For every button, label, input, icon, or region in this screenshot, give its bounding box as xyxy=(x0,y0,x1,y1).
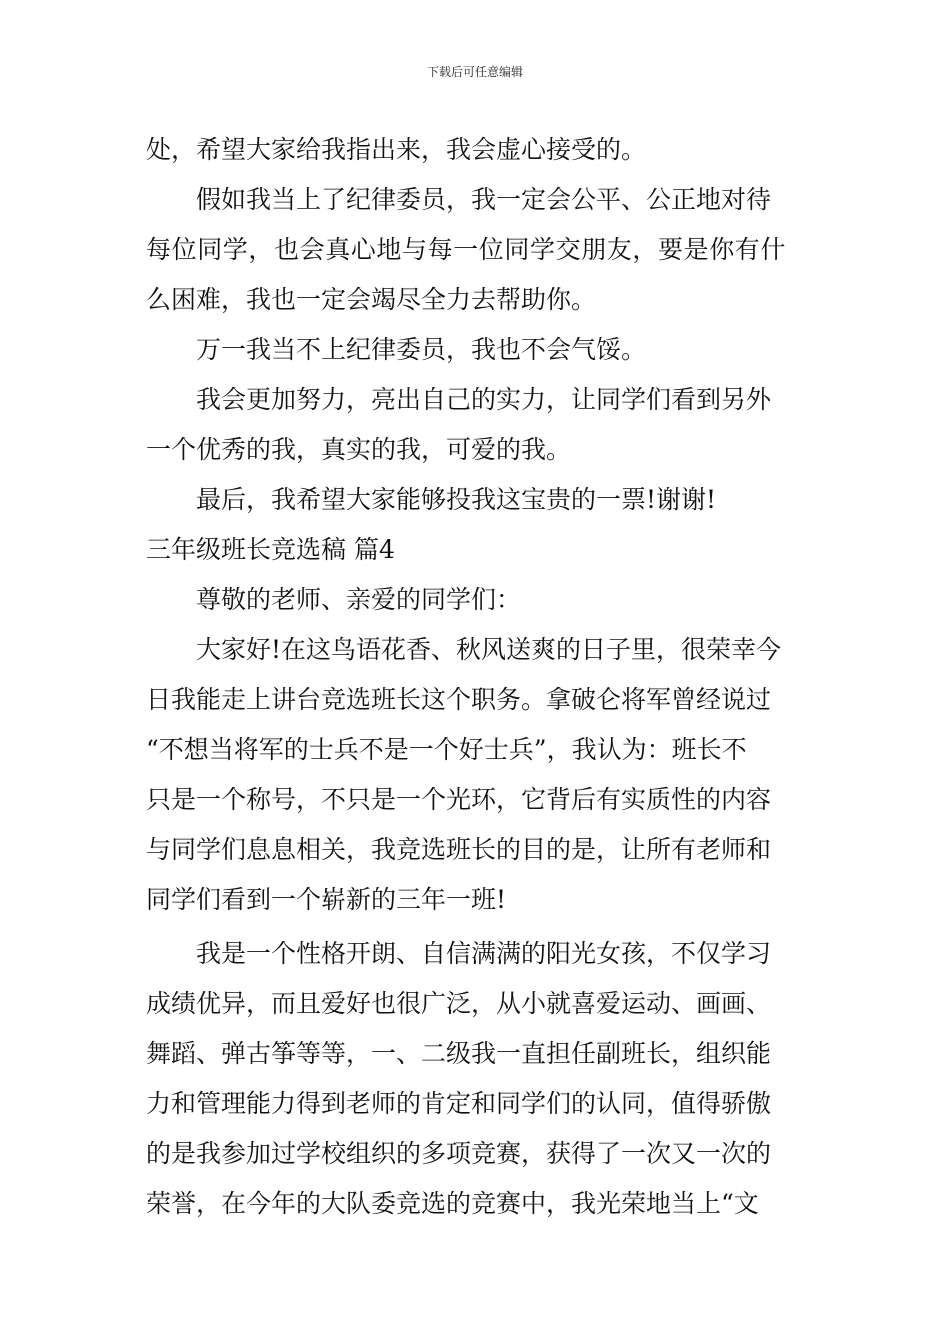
text-line: 最后，我希望大家能够投我这宝贵的一票!谢谢! xyxy=(196,485,717,514)
text-line: 我会更加努力，亮出自己的实力，让同学们看到另外 xyxy=(196,385,772,414)
text-line: 万一我当不上纪律委员，我也不会气馁。 xyxy=(196,335,647,364)
text-line: 力和管理能力得到老师的肯定和同学们的认同，值得骄傲 xyxy=(146,1089,772,1118)
text-line: 成绩优异，而且爱好也很广泛，从小就喜爱运动、画画、 xyxy=(146,989,772,1018)
document-body xyxy=(146,125,808,1229)
page-header: 下载后可任意编辑 xyxy=(426,65,523,79)
text-line: 处，希望大家给我指出来，我会虚心接受的。 xyxy=(146,135,647,164)
text-line: “不想当将军的士兵不是一个好士兵”，我认为：班长不 xyxy=(146,735,747,764)
text-line: 与同学们息息相关，我竞选班长的目的是，让所有老师和 xyxy=(146,835,772,864)
text-line: 舞蹈、弹古筝等等，一、二级我一直担任副班长，组织能 xyxy=(146,1039,772,1068)
salutation-line: 尊敬的老师、亲爱的同学们： xyxy=(196,585,522,614)
text-line: 假如我当上了纪律委员，我一定会公平、公正地对待 xyxy=(196,185,772,214)
text-line: 荣誉，在今年的大队委竞选的竞赛中，我光荣地当上“文 xyxy=(146,1189,759,1218)
text-line: 每位同学，也会真心地与每一位同学交朋友，要是你有什 xyxy=(146,235,787,264)
text-line: 一个优秀的我，真实的我，可爱的我。 xyxy=(146,435,572,464)
text-line: 同学们看到一个崭新的三年一班! xyxy=(146,885,507,914)
text-line: 日我能走上讲台竞选班长这个职务。拿破仑将军曾经说过 xyxy=(146,685,772,714)
text-line: 的是我参加过学校组织的多项竞赛，获得了一次又一次的 xyxy=(146,1139,772,1168)
text-line: 只是一个称号，不只是一个光环，它背后有实质性的内容 xyxy=(146,785,772,814)
text-line: 大家好!在这鸟语花香、秋风送爽的日子里，很荣幸今 xyxy=(196,635,782,664)
section-heading: 三年级班长竞选稿 篇4 xyxy=(146,535,395,564)
text-line: 么困难，我也一定会竭尽全力去帮助你。 xyxy=(146,285,597,314)
text-line: 我是一个性格开朗、自信满满的阳光女孩，不仅学习 xyxy=(196,939,772,968)
